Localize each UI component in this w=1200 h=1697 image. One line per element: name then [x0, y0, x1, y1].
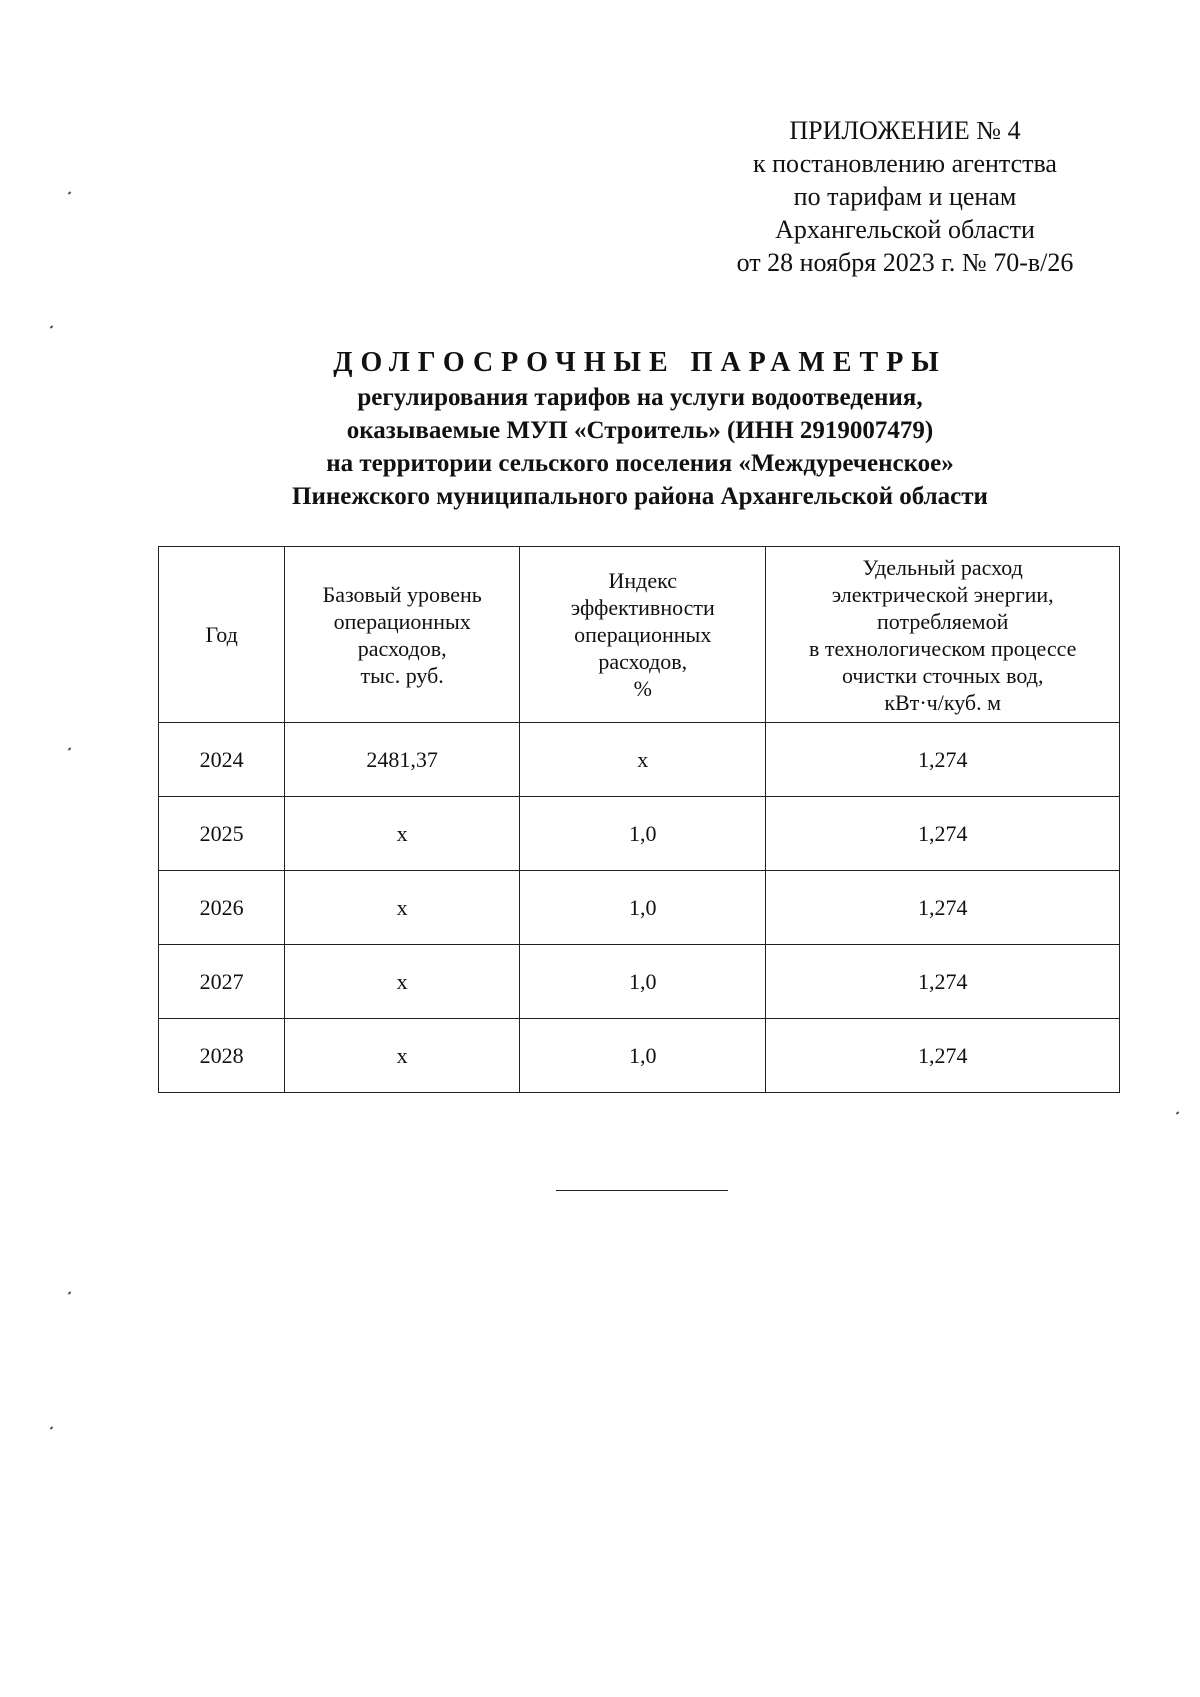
- cell-energy-consumption: 1,274: [766, 1019, 1120, 1093]
- header-efficiency-index: [520, 547, 766, 723]
- header-text-line: расходов,: [598, 649, 688, 674]
- table-row: [159, 797, 1120, 871]
- cell-base-level: х: [285, 945, 520, 1019]
- scan-speck: [50, 1426, 54, 1429]
- cell-year: 2024: [159, 723, 285, 797]
- cell-efficiency-index: 1,0: [520, 871, 766, 945]
- appendix-line: к постановлению агентства: [753, 149, 1057, 178]
- appendix-reference: [700, 114, 1110, 279]
- header-text-line: Индекс: [608, 568, 678, 593]
- cell-year: 2026: [159, 871, 285, 945]
- cell-efficiency-index: 1,0: [520, 945, 766, 1019]
- header-year: [159, 547, 285, 723]
- cell-energy-consumption: 1,274: [766, 945, 1120, 1019]
- cell-efficiency-index: 1,0: [520, 797, 766, 871]
- closing-divider: [556, 1190, 728, 1191]
- scan-speck: [68, 747, 72, 750]
- cell-year: 2025: [159, 797, 285, 871]
- header-text-line: операционных: [574, 622, 712, 647]
- header-text-line: кВт·ч/куб. м: [884, 689, 1002, 715]
- header-text-line: расходов,: [357, 635, 447, 661]
- table-row: [159, 1019, 1120, 1093]
- cell-energy-consumption: 1,274: [766, 723, 1120, 797]
- header-text-line: очистки сточных вод,: [841, 662, 1044, 688]
- parameters-table: [158, 546, 1120, 1093]
- header-text-line: Удельный расход: [862, 554, 1023, 580]
- header-text-line: в технологическом процессе: [809, 635, 1077, 661]
- header-text-line: потребляемой: [877, 608, 1009, 634]
- scan-speck: [68, 1291, 72, 1294]
- cell-base-level: 2481,37: [285, 723, 520, 797]
- table-row: [159, 871, 1120, 945]
- cell-base-level: х: [285, 1019, 520, 1093]
- cell-year: 2027: [159, 945, 285, 1019]
- header-base-level: [285, 547, 520, 723]
- table-row: [159, 945, 1120, 1019]
- cell-base-level: х: [285, 871, 520, 945]
- title-subtitle-line: регулирования тарифов на услуги водоотведения,: [357, 384, 923, 411]
- title-subtitle-line: на территории сельского поселения «Междуреченское»: [326, 450, 954, 477]
- header-text-line: эффективности: [570, 595, 715, 620]
- cell-energy-consumption: 1,274: [766, 797, 1120, 871]
- title-main: ДОЛГОСРОЧНЫЕ ПАРАМЕТРЫ: [333, 347, 947, 378]
- header-year-text: Год: [205, 622, 238, 647]
- appendix-line: по тарифам и ценам: [793, 182, 1017, 211]
- title-subtitle-line: Пинежского муниципального района Архангельской области: [292, 483, 988, 510]
- cell-efficiency-index: 1,0: [520, 1019, 766, 1093]
- cell-base-level: х: [285, 797, 520, 871]
- scan-speck: [1176, 1111, 1180, 1114]
- document-title: [150, 345, 1130, 513]
- cell-year: 2028: [159, 1019, 285, 1093]
- header-text-line: операционных: [333, 608, 471, 634]
- title-subtitle-line: оказываемые МУП «Строитель» (ИНН 2919007479): [346, 417, 934, 444]
- header-energy-consumption: [766, 547, 1120, 723]
- cell-energy-consumption: 1,274: [766, 871, 1120, 945]
- cell-efficiency-index: х: [520, 723, 766, 797]
- scan-speck: [50, 325, 54, 328]
- header-text-line: электрической энергии,: [831, 581, 1054, 607]
- appendix-date-line: от 28 ноября 2023 г. № 70-в/26: [736, 248, 1074, 277]
- table-row: [159, 723, 1120, 797]
- table-header-row: [159, 547, 1120, 723]
- header-text-line: %: [633, 676, 652, 701]
- header-text-line: тыс. руб.: [360, 662, 444, 688]
- header-text-line: Базовый уровень: [322, 581, 482, 607]
- appendix-number: ПРИЛОЖЕНИЕ № 4: [789, 116, 1021, 145]
- appendix-line: Архангельской области: [775, 215, 1035, 244]
- scan-speck: [68, 191, 72, 194]
